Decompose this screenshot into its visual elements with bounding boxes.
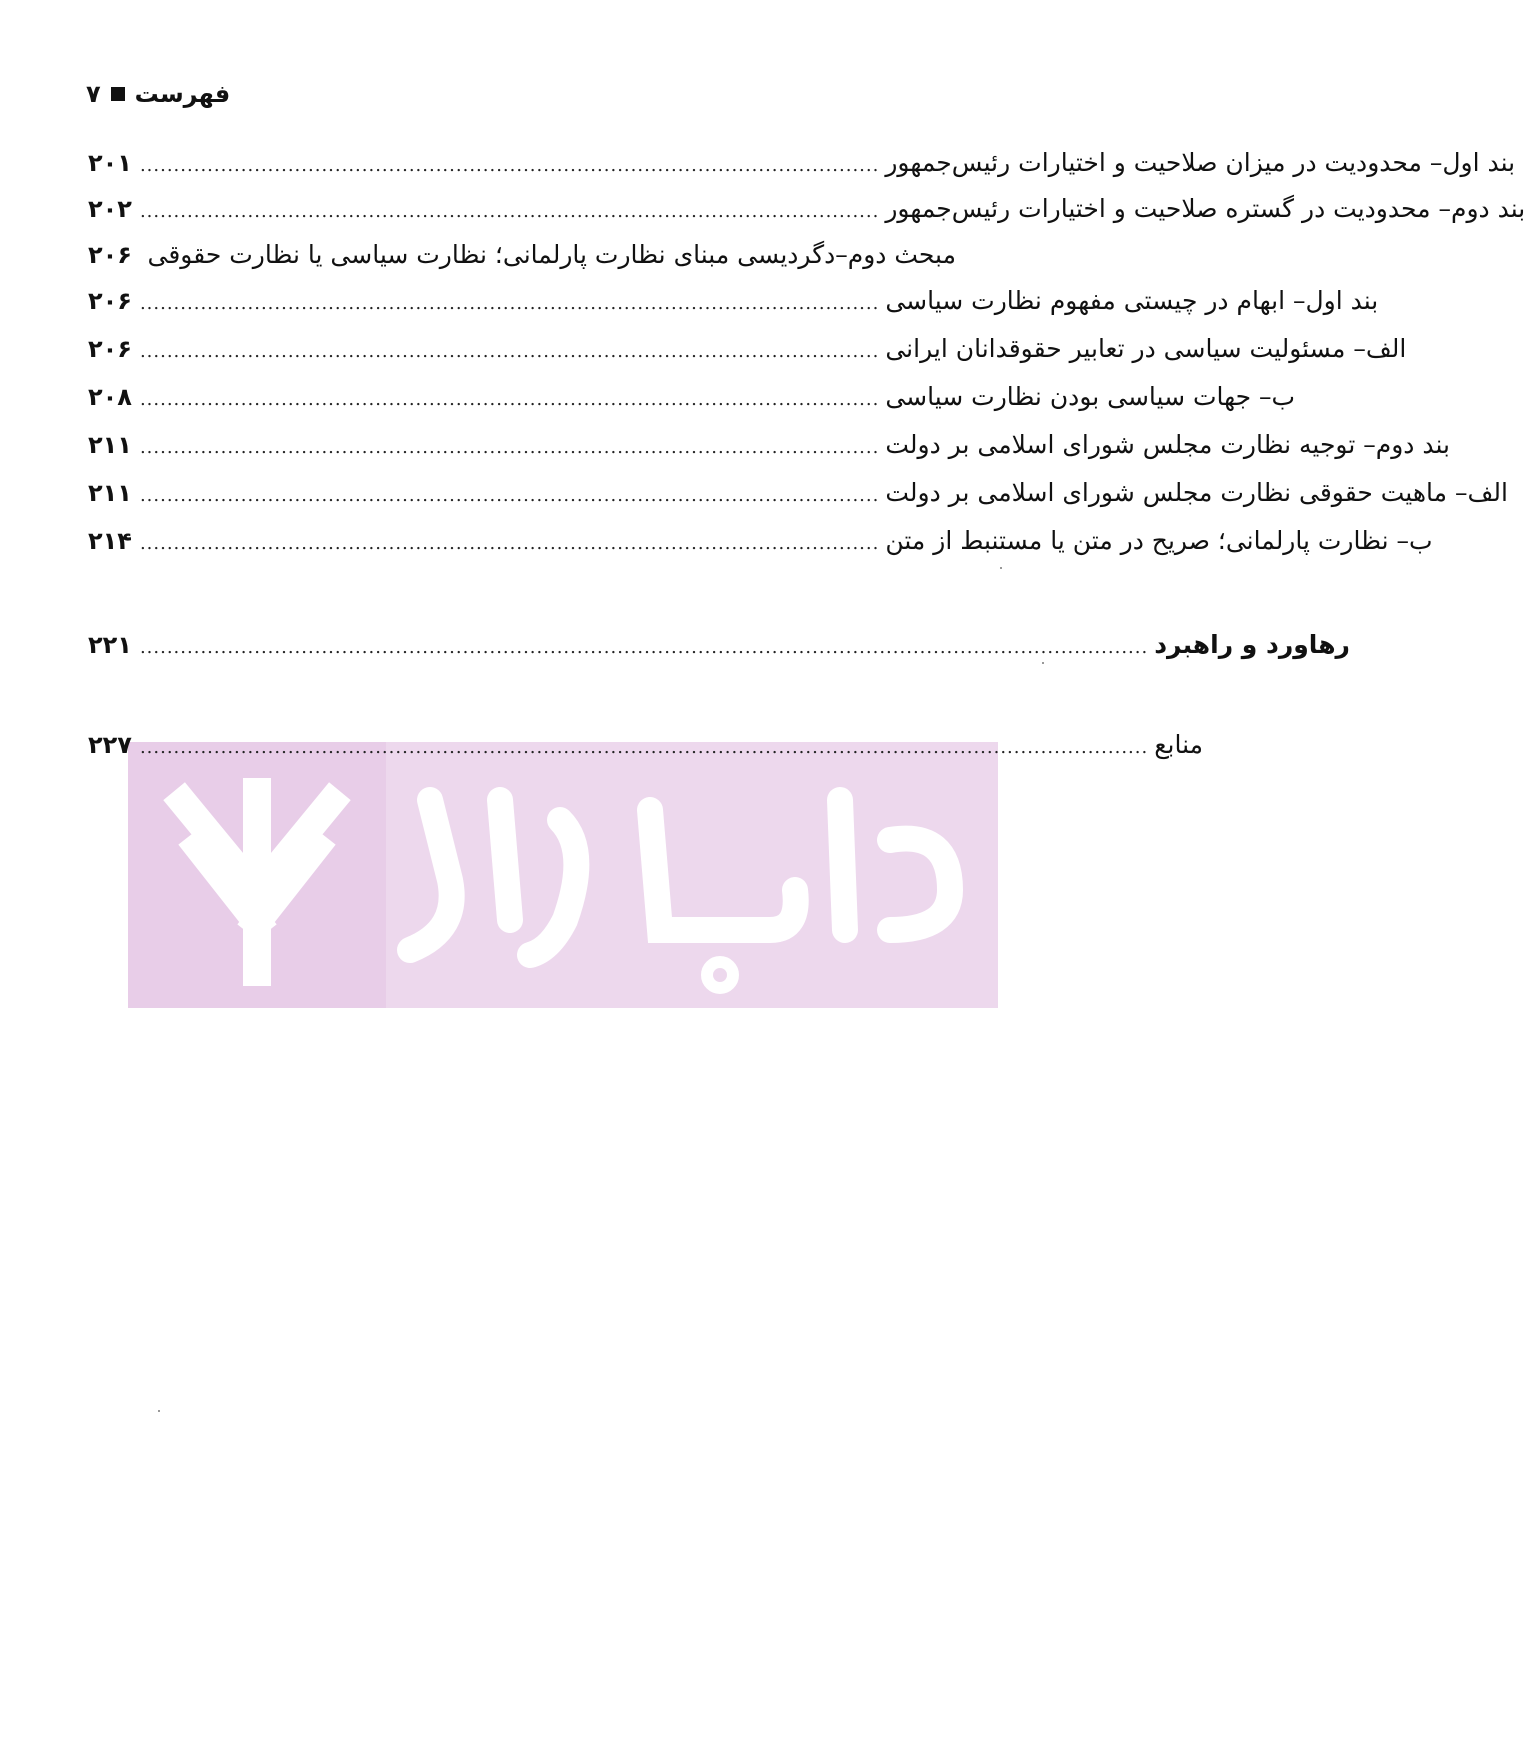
toc-entry: بند دوم– توجیه نظارت مجلس شورای اسلامی بر دولت bbox=[885, 430, 1450, 459]
watermark-logo-icon bbox=[128, 742, 386, 1008]
toc-entry: بند اول– محدودیت در میزان صلاحیت و اختیارات رئیس‌جمهور bbox=[885, 148, 1516, 177]
toc-page-number: ۲۲۷ bbox=[88, 731, 132, 759]
toc-page-number: ۲۱۱ bbox=[88, 431, 132, 459]
toc-page-number: ۲۲۱ bbox=[88, 631, 132, 659]
toc-row bbox=[88, 630, 1350, 674]
toc-page-number: ۲۰۶ bbox=[88, 335, 132, 363]
toc-row bbox=[88, 730, 1204, 774]
toc-entry: بند اول– ابهام در چیستی مفهوم نظارت سیاسی bbox=[885, 286, 1379, 315]
dot-leader: .............................................................................................................. bbox=[139, 341, 880, 362]
toc-row bbox=[88, 382, 1296, 426]
toc-row bbox=[88, 286, 1379, 330]
toc-row bbox=[88, 430, 1450, 474]
toc-row bbox=[88, 194, 1525, 238]
header-page-number: ۷ bbox=[86, 80, 101, 108]
toc-page-number: ۲۰۲ bbox=[88, 195, 132, 223]
toc-entry: الف– مسئولیت سیاسی در تعابیر حقوقدانان ایرانی bbox=[885, 334, 1407, 363]
toc-page-number: ۲۱۱ bbox=[88, 479, 132, 507]
toc-page-number: ۲۱۴ bbox=[88, 527, 132, 555]
toc-entry: ب– جهات سیاسی بودن نظارت سیاسی bbox=[885, 382, 1296, 411]
toc-entry: رهاورد و راهبرد bbox=[1154, 630, 1350, 659]
toc-row bbox=[88, 334, 1407, 378]
stray-dot bbox=[158, 1410, 160, 1412]
dot-leader: .............................................................................................................. bbox=[139, 155, 880, 176]
toc-page-number: ۲۰۱ bbox=[88, 149, 132, 177]
toc-row bbox=[88, 478, 1508, 522]
toc-page-number: ۲۰۸ bbox=[88, 383, 132, 411]
dot-leader: ...................................................................................................................................................... bbox=[139, 637, 1149, 658]
watermark-wordmark-icon bbox=[390, 760, 990, 990]
dot-leader: .............................................................................................................. bbox=[139, 533, 880, 554]
dot-leader: ...................................................................................................................................................... bbox=[139, 737, 1149, 758]
dot-leader: .............................................................................................................. bbox=[139, 437, 880, 458]
toc-row bbox=[88, 526, 1433, 570]
stray-dot bbox=[1000, 567, 1002, 569]
running-head bbox=[86, 80, 230, 108]
toc-entry: منابع bbox=[1154, 730, 1204, 759]
toc-page-number: ۲۰۶ bbox=[88, 241, 132, 269]
toc-row bbox=[88, 148, 1516, 192]
toc-entry: ب– نظارت پارلمانی؛ صریح در متن یا مستنبط از متن bbox=[885, 526, 1433, 555]
watermark bbox=[128, 742, 998, 1008]
toc-entry: مبحث دوم–دگردیسی مبنای نظارت پارلمانی؛ نظارت سیاسی یا نظارت حقوقی bbox=[147, 240, 956, 269]
dot-leader: .............................................................................................................. bbox=[139, 201, 880, 222]
stray-dot bbox=[1042, 662, 1044, 664]
toc-row bbox=[88, 240, 956, 284]
toc-entry: الف– ماهیت حقوقی نظارت مجلس شورای اسلامی بر دولت bbox=[885, 478, 1508, 507]
dot-leader: .............................................................................................................. bbox=[139, 485, 880, 506]
toc-entry: بند دوم– محدودیت در گستره صلاحیت و اختیارات رئیس‌جمهور bbox=[885, 194, 1525, 223]
dot-leader: .............................................................................................................. bbox=[139, 389, 880, 410]
header-title: فهرست bbox=[134, 80, 231, 108]
dot-leader: .............................................................................................................. bbox=[139, 293, 880, 314]
toc-page-number: ۲۰۶ bbox=[88, 287, 132, 315]
square-bullet-icon bbox=[111, 87, 125, 101]
